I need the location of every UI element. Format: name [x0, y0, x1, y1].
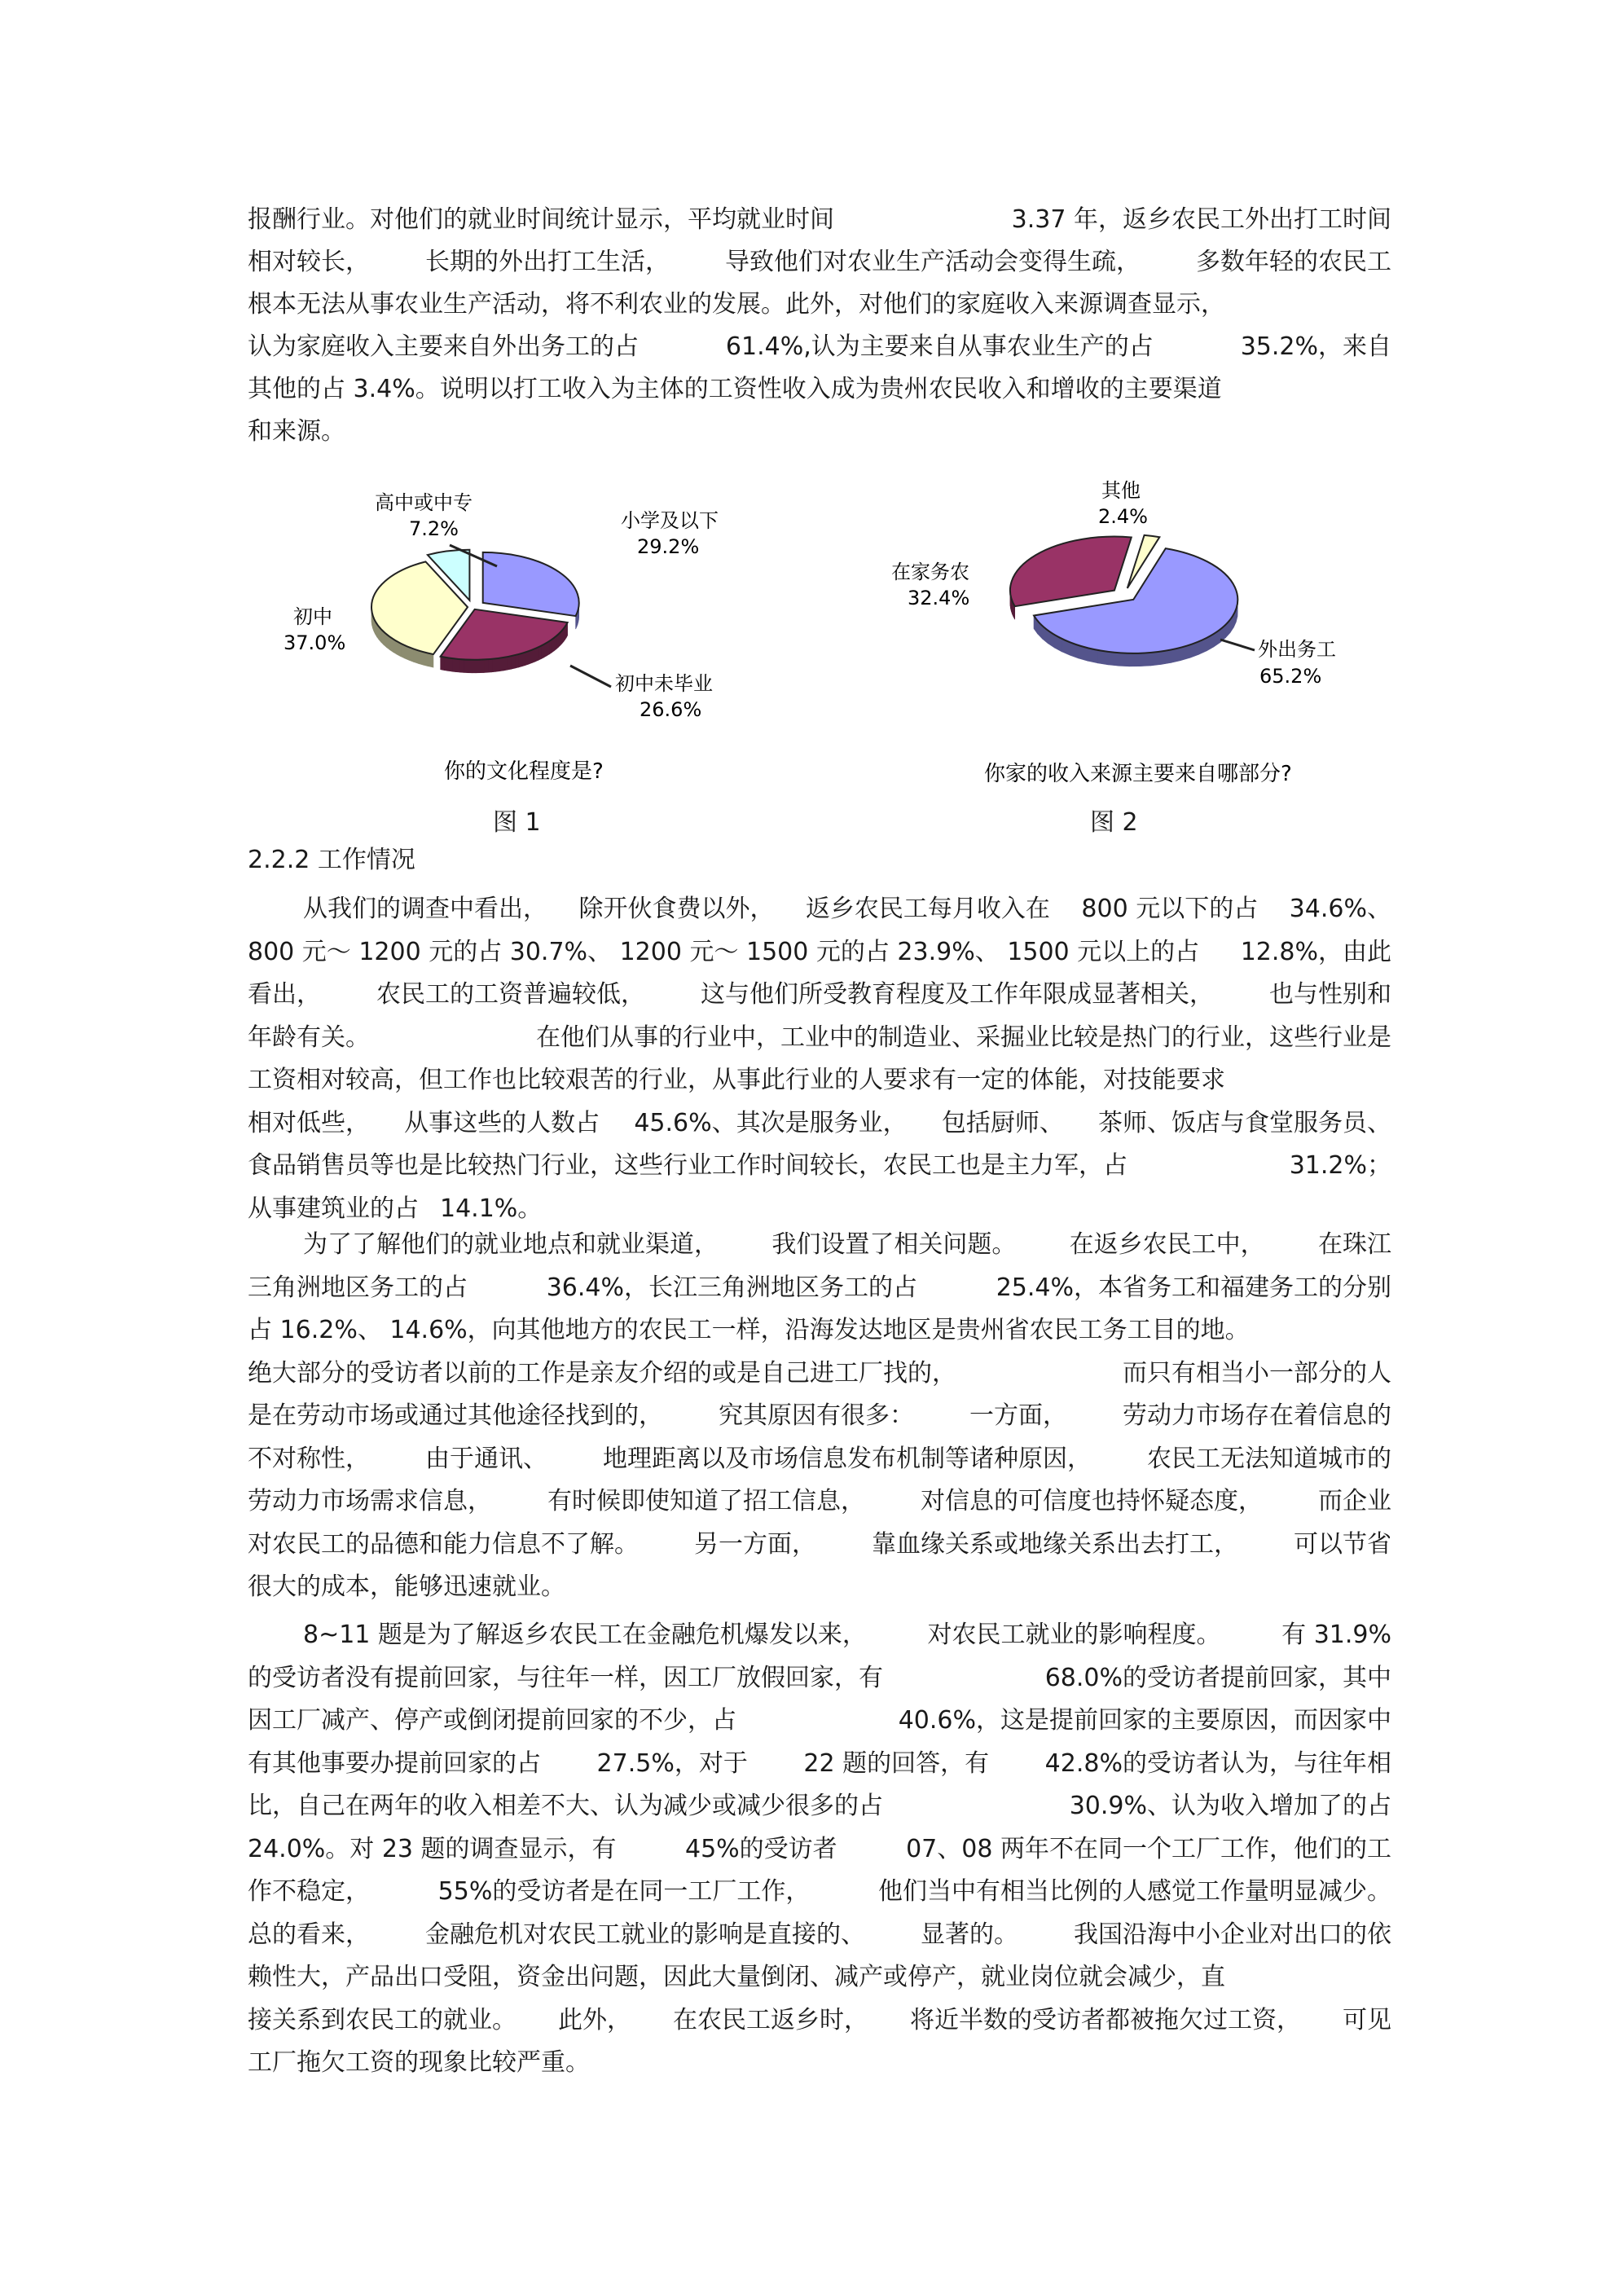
text-segment: 45%的受访者	[684, 1834, 837, 1863]
pie-slice-side	[515, 654, 518, 668]
text-segment: 导致他们对农业生产活动会变得生疏，	[725, 248, 1141, 276]
text-segment: 对信息的可信度也持怀疑态度，	[921, 1487, 1263, 1515]
text-segment: 金融危机对农民工就业的影响是直接的、	[425, 1920, 865, 1949]
text-segment: 可见	[1343, 2005, 1391, 2034]
top-line	[248, 331, 1391, 363]
pie-slice-1	[1010, 537, 1132, 607]
pie-slice-side	[441, 657, 445, 671]
text-segment: 由于通讯、	[425, 1444, 547, 1473]
text-segment: 究其原因有很多：	[719, 1401, 914, 1430]
pie-slice-side	[503, 657, 508, 671]
value-farming: 32.4%	[908, 587, 970, 609]
text-segment: 靠血缘关系或地缘关系出去打工，	[872, 1529, 1238, 1559]
pie-slice-side	[429, 653, 433, 667]
location-line	[248, 1528, 1391, 1561]
leader-unfinished	[570, 666, 611, 687]
pie-slice-side	[468, 660, 472, 673]
value-primary: 29.2%	[637, 535, 700, 558]
text-segment: 35.2%，来自	[1240, 332, 1391, 361]
text-segment: 36.4%，长江三角洲地区务工的占	[546, 1273, 917, 1302]
pie-slice-side	[444, 658, 448, 671]
location-line	[248, 1571, 1391, 1603]
text-segment: 而企业	[1318, 1487, 1391, 1515]
crisis-line	[248, 1748, 1391, 1780]
pie-slice-side	[529, 650, 532, 664]
text-segment: 31.2%；	[1289, 1151, 1391, 1180]
text-segment: 相对低些，	[248, 1108, 370, 1137]
text-segment: 是在劳动市场或通过其他途径找到的，	[248, 1401, 663, 1430]
text-segment: 从事这些的人数占	[404, 1108, 600, 1137]
label-other: 其他	[1101, 479, 1141, 502]
text-segment: 对农民工的品德和能力信息不了解。	[248, 1529, 639, 1559]
label-middle: 初中	[293, 605, 332, 628]
leader-migrant	[1220, 640, 1255, 650]
pie-slice-side	[492, 658, 496, 672]
pie-slice-side	[423, 652, 428, 666]
location-line	[248, 1357, 1391, 1390]
top-line	[248, 246, 1391, 279]
work-line	[248, 979, 1391, 1011]
text-segment: 对农民工就业的影响程度。	[927, 1621, 1221, 1649]
pie-slice-side	[518, 653, 521, 667]
pie-slice-side	[472, 660, 476, 673]
pie-slice-side	[452, 658, 456, 672]
pie-slice-side	[464, 659, 468, 672]
pie-slice-side	[525, 651, 529, 665]
text-segment: 工资相对较高，但工作也比较艰苦的行业，从事此行业的人要求有一定的体能，对技能要求	[248, 1066, 1225, 1094]
crisis-line	[248, 2047, 1391, 2079]
text-segment: 42.8%的受访者认为，与往年相	[1044, 1748, 1391, 1778]
location-line	[303, 1229, 1391, 1261]
text-segment: 我们设置了相关问题。	[771, 1230, 1017, 1259]
pie-slice-side	[522, 653, 525, 666]
work-line	[303, 893, 1391, 926]
crisis-line	[248, 1704, 1391, 1737]
section-heading: 2.2.2 工作情况	[248, 846, 415, 874]
text-segment: 可以节省	[1294, 1529, 1391, 1559]
text-segment: 工厂拖欠工资的现象比较严重。	[248, 2048, 590, 2077]
value-high-school: 7.2%	[409, 517, 459, 540]
figure1-caption: 图 1	[493, 808, 541, 837]
text-segment: 61.4%,认为主要来自从事农业生产的占	[725, 332, 1154, 361]
pie-slice-side	[456, 659, 460, 672]
pie1-title: 你的文化程度是?	[444, 759, 604, 784]
text-segment: 农民工的工资普遍较低，	[376, 980, 645, 1009]
text-segment: 其他的占 3.4%。说明以打工收入为主体的工资性收入成为贵州农民收入和增收的主要渠道	[248, 375, 1222, 403]
text-segment: 他们当中有相当比例的人感觉工作量明显减少。	[878, 1877, 1391, 1906]
value-migrant: 65.2%	[1259, 665, 1322, 688]
text-segment: 30.9%、认为收入增加了的占	[1069, 1792, 1391, 1820]
top-line	[248, 373, 1391, 406]
top-line	[248, 204, 1391, 236]
text-segment: 茶师、饭店与食堂服务员、	[1098, 1108, 1391, 1137]
text-segment: 年龄有关。	[248, 1023, 370, 1052]
pie-slice-side	[1150, 652, 1161, 666]
text-segment: 这与他们所受教育程度及工作年限成显著相关，	[701, 980, 1214, 1009]
text-segment: 在珠江	[1317, 1230, 1391, 1259]
text-segment: 不对称性，	[248, 1444, 370, 1473]
text-segment: 在返乡农民工中，	[1069, 1230, 1265, 1259]
label-unfinished: 初中未毕业	[615, 672, 713, 695]
work-line	[248, 1064, 1391, 1097]
crisis-line	[248, 1790, 1391, 1823]
text-segment: 24.0%。对 23 题的调查显示，有	[248, 1834, 617, 1863]
text-segment: 55%的受访者是在同一工厂工作，	[437, 1877, 811, 1906]
text-segment: 为了了解他们的就业地点和就业渠道，	[303, 1230, 719, 1259]
pie-slice-side	[484, 659, 488, 672]
pie-slice-side	[532, 649, 535, 663]
text-segment: 农民工无法知道城市的	[1147, 1444, 1391, 1473]
pie-slice-side	[488, 659, 492, 672]
text-segment: 根本无法从事农业生产活动，将不利农业的发展。此外，对他们的家庭收入来源调查显示，	[248, 290, 1225, 319]
work-line	[248, 1022, 1391, 1054]
location-line	[248, 1272, 1391, 1304]
text-segment: 从事建筑业的占	[248, 1194, 419, 1223]
text-segment: 34.6%、	[1289, 895, 1391, 923]
location-line	[248, 1314, 1391, 1347]
text-segment: 也与性别和	[1269, 980, 1391, 1009]
figure2-caption: 图 2	[1090, 808, 1138, 837]
pie-slice-side	[511, 655, 515, 669]
text-segment: 一方面，	[969, 1401, 1067, 1430]
text-segment: 和来源。	[248, 417, 345, 446]
work-line	[248, 1150, 1391, 1182]
text-segment: 接关系到农民工的就业。	[248, 2005, 516, 2034]
text-segment: 看出，	[248, 980, 321, 1009]
value-other: 2.4%	[1098, 505, 1148, 528]
pie-slice-side	[1129, 653, 1140, 666]
pie-slice-0	[483, 552, 579, 616]
location-line	[248, 1485, 1391, 1518]
work-line	[248, 936, 1391, 969]
pie-slice-side	[418, 650, 423, 665]
text-segment: 800 元～ 1200 元的占 30.7%、 1200 元～ 1500 元的占 23.9%、 1500 元以上的占	[248, 937, 1200, 966]
work-line	[248, 1107, 1391, 1140]
crisis-line	[248, 1961, 1391, 1994]
text-segment: 总的看来，	[248, 1920, 370, 1949]
text-segment: 赖性大，产品出口受阻，资金出问题，因此大量倒闭、减产或停产，就业岗位就会减少，直	[248, 1963, 1225, 1991]
pie-slice-side	[499, 658, 503, 671]
text-segment: 在农民工返乡时，	[673, 2005, 868, 2034]
text-segment: 很大的成本，能够迅速就业。	[248, 1572, 565, 1601]
work-line	[248, 1193, 1391, 1225]
pie-slice-side	[459, 659, 464, 672]
value-unfinished: 26.6%	[640, 698, 702, 721]
text-segment: 作不稳定，	[248, 1877, 370, 1906]
pie-slice-side	[1140, 653, 1150, 666]
text-segment: 劳动力市场需求信息，	[248, 1487, 492, 1515]
text-segment: 包括厨师、	[941, 1108, 1064, 1137]
education-pie-chart	[269, 477, 766, 786]
pie-slice-side	[538, 646, 542, 661]
text-segment: 相对较长，	[248, 248, 370, 276]
top-line	[248, 416, 1391, 448]
label-primary: 小学及以下	[621, 509, 719, 532]
pie-slice-side	[1108, 652, 1119, 666]
text-segment: 此外，	[558, 2005, 631, 2034]
text-segment: 14.1%。	[440, 1194, 543, 1223]
text-segment: 800 元以下的占	[1081, 895, 1259, 923]
pie-slice-side	[448, 658, 452, 671]
text-segment: 显著的。	[921, 1920, 1018, 1949]
text-segment: 有时候即使知道了招工信息，	[547, 1487, 865, 1515]
text-segment: 占 16.2%、 14.6%，向其他地方的农民工一样，沿海发达地区是贵州省农民工务工目的地。	[248, 1316, 1250, 1344]
text-segment: 因工厂减产、停产或倒闭提前回家的不少，占	[248, 1706, 736, 1735]
crisis-line	[248, 1876, 1391, 1908]
text-segment: 从我们的调查中看出，	[303, 895, 547, 923]
label-farming: 在家务农	[891, 561, 969, 583]
text-segment: 12.8%，由此	[1240, 937, 1391, 966]
text-segment: 有 31.9%	[1281, 1621, 1391, 1649]
value-middle: 37.0%	[284, 631, 346, 654]
text-segment: 我国沿海中小企业对出口的依	[1074, 1920, 1391, 1949]
text-segment: 07、08 两年不在同一个工厂工作，他们的工	[906, 1834, 1391, 1863]
text-segment: 的受访者没有提前回家，与往年一样，因工厂放假回家，有	[248, 1663, 883, 1692]
pie-slice-side	[480, 660, 484, 673]
text-segment: 地理距离以及市场信息发布机制等诸种原因，	[603, 1444, 1092, 1473]
top-line	[248, 288, 1391, 321]
text-segment: 返乡农民工每月收入在	[805, 895, 1050, 923]
text-segment: 除开伙食费以外，	[578, 895, 775, 923]
text-segment: 三角洲地区务工的占	[248, 1273, 468, 1302]
label-high-school: 高中或中专	[375, 491, 473, 514]
text-segment: 68.0%的受访者提前回家，其中	[1044, 1663, 1391, 1692]
text-segment: 认为家庭收入主要来自外出务工的占	[248, 332, 639, 361]
text-segment: 8~11 题是为了解返乡农民工在金融危机爆发以来，	[303, 1621, 867, 1649]
text-segment: 25.4%，本省务工和福建务工的分别	[996, 1273, 1391, 1302]
text-segment: 在他们从事的行业中，工业中的制造业、采掘业比较是热门的行业，这些行业是	[536, 1023, 1391, 1052]
text-segment: 长期的外出打工生活，	[425, 248, 670, 276]
pie-slice-side	[535, 647, 538, 662]
text-segment: 报酬行业。对他们的就业时间统计显示，平均就业时间	[248, 205, 834, 234]
text-segment: 45.6%、其次是服务业，	[634, 1108, 908, 1137]
text-segment: 3.37 年，返乡农民工外出打工时间	[1011, 205, 1391, 234]
text-segment: 多数年轻的农民工	[1196, 248, 1391, 276]
text-segment: 27.5%，对于	[596, 1748, 748, 1778]
text-segment: 绝大部分的受访者以前的工作是亲友介绍的或是自己进工厂找的，	[248, 1358, 956, 1388]
pie-slice-side	[496, 658, 500, 672]
text-segment: 而只有相当小一部分的人	[1123, 1358, 1391, 1388]
pie-slice-side	[1119, 653, 1129, 666]
income-pie-chart	[880, 473, 1385, 786]
text-segment: 将近半数的受访者都被拖欠过工资，	[910, 2005, 1301, 2034]
text-segment: 40.6%，这是提前回家的主要原因，而因家中	[898, 1706, 1391, 1735]
pie-slice-side	[508, 656, 512, 670]
text-segment: 比，自己在两年的收入相差不大、认为减少或减少很多的占	[248, 1792, 883, 1820]
crisis-line	[248, 2004, 1391, 2037]
location-line	[248, 1443, 1391, 1476]
text-segment: 劳动力市场存在着信息的	[1123, 1401, 1391, 1430]
text-segment: 有其他事要办提前回家的占	[248, 1748, 541, 1778]
text-segment: 22 题的回答，有	[803, 1748, 990, 1778]
location-line	[248, 1400, 1391, 1432]
pie-slice-side	[476, 660, 480, 673]
label-migrant: 外出务工	[1258, 638, 1336, 661]
text-segment: 另一方面，	[694, 1529, 816, 1559]
pie2-title: 你家的收入来源主要来自哪部分?	[984, 762, 1292, 786]
crisis-line	[303, 1619, 1391, 1652]
text-segment: 食品销售员等也是比较热门行业，这些行业工作时间较长，农民工也是主力军，占	[248, 1151, 1127, 1180]
crisis-line	[248, 1833, 1391, 1866]
crisis-line	[248, 1919, 1391, 1951]
crisis-line	[248, 1662, 1391, 1695]
